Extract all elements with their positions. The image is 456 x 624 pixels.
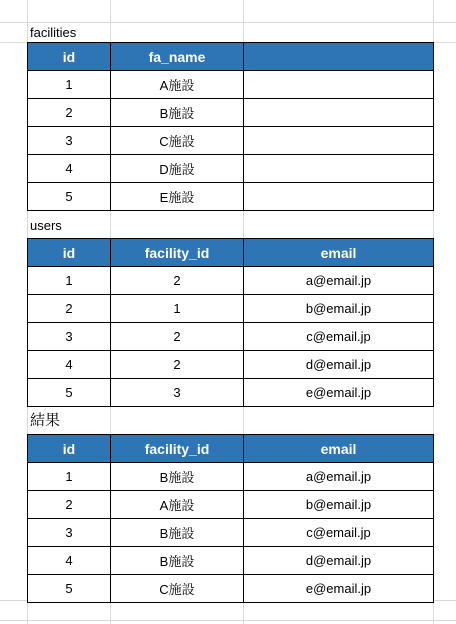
- table-cell[interactable]: b@email.jp: [244, 491, 434, 519]
- table-cell[interactable]: E施設: [111, 183, 244, 211]
- table-cell[interactable]: C施設: [111, 127, 244, 155]
- users-table: [27, 238, 434, 407]
- table-cell[interactable]: [244, 155, 434, 183]
- column-header[interactable]: id: [28, 435, 111, 463]
- table-row: [28, 295, 434, 323]
- table-cell[interactable]: 2: [111, 323, 244, 351]
- table-row: [28, 519, 434, 547]
- table-cell[interactable]: 3: [111, 379, 244, 407]
- table-row: [28, 99, 434, 127]
- table-row: [28, 183, 434, 211]
- table-cell[interactable]: 3: [28, 127, 111, 155]
- table-cell[interactable]: 3: [28, 323, 111, 351]
- result-table: [27, 434, 434, 603]
- column-header[interactable]: id: [28, 239, 111, 267]
- table-cell[interactable]: 2: [28, 491, 111, 519]
- facilities-table: [27, 42, 434, 211]
- table-cell[interactable]: c@email.jp: [244, 519, 434, 547]
- table-row: [28, 547, 434, 575]
- table-header-row: [28, 435, 434, 463]
- table-cell[interactable]: B施設: [111, 519, 244, 547]
- table-cell[interactable]: 2: [28, 99, 111, 127]
- table-cell[interactable]: 1: [28, 71, 111, 99]
- column-header[interactable]: email: [244, 239, 434, 267]
- table-row: [28, 127, 434, 155]
- table-cell[interactable]: 5: [28, 379, 111, 407]
- column-header[interactable]: facility_id: [111, 239, 244, 267]
- table-cell[interactable]: C施設: [111, 575, 244, 603]
- table-cell[interactable]: c@email.jp: [244, 323, 434, 351]
- table-row: [28, 491, 434, 519]
- table-cell[interactable]: a@email.jp: [244, 463, 434, 491]
- table-cell[interactable]: d@email.jp: [244, 351, 434, 379]
- table-cell[interactable]: a@email.jp: [244, 267, 434, 295]
- table-cell[interactable]: B施設: [111, 463, 244, 491]
- table-header-row: [28, 43, 434, 71]
- table-cell[interactable]: [244, 183, 434, 211]
- table-row: [28, 323, 434, 351]
- column-header[interactable]: email: [244, 435, 434, 463]
- table-cell[interactable]: D施設: [111, 155, 244, 183]
- gridline: [0, 22, 456, 23]
- table-cell[interactable]: 4: [28, 547, 111, 575]
- table-row: [28, 267, 434, 295]
- table-row: [28, 155, 434, 183]
- table-row: [28, 351, 434, 379]
- table-cell[interactable]: 1: [28, 463, 111, 491]
- table-cell[interactable]: e@email.jp: [244, 379, 434, 407]
- column-header[interactable]: fa_name: [111, 43, 244, 71]
- table-row: [28, 575, 434, 603]
- table-cell[interactable]: 4: [28, 155, 111, 183]
- table-cell[interactable]: A施設: [111, 491, 244, 519]
- table-cell[interactable]: B施設: [111, 99, 244, 127]
- table-cell[interactable]: 1: [28, 267, 111, 295]
- table-header-row: [28, 239, 434, 267]
- table-cell[interactable]: B施設: [111, 547, 244, 575]
- table-cell[interactable]: b@email.jp: [244, 295, 434, 323]
- table-cell[interactable]: 2: [111, 267, 244, 295]
- table-cell[interactable]: 4: [28, 351, 111, 379]
- table-cell[interactable]: [244, 99, 434, 127]
- column-header[interactable]: facility_id: [111, 435, 244, 463]
- column-header[interactable]: id: [28, 43, 111, 71]
- table-cell[interactable]: 2: [28, 295, 111, 323]
- table-cell[interactable]: [244, 127, 434, 155]
- table-cell[interactable]: 5: [28, 183, 111, 211]
- gridline: [0, 620, 456, 621]
- table-row: [28, 379, 434, 407]
- table-cell[interactable]: 1: [111, 295, 244, 323]
- table-cell[interactable]: 3: [28, 519, 111, 547]
- table-cell[interactable]: e@email.jp: [244, 575, 434, 603]
- facilities-title: facilities: [30, 25, 77, 40]
- table-cell[interactable]: A施設: [111, 71, 244, 99]
- table-cell[interactable]: d@email.jp: [244, 547, 434, 575]
- column-header[interactable]: [244, 43, 434, 71]
- table-cell[interactable]: [244, 71, 434, 99]
- users-title: users: [30, 218, 62, 233]
- table-row: [28, 71, 434, 99]
- result-title: 結果: [30, 412, 61, 429]
- table-cell[interactable]: 2: [111, 351, 244, 379]
- table-cell[interactable]: 5: [28, 575, 111, 603]
- table-row: [28, 463, 434, 491]
